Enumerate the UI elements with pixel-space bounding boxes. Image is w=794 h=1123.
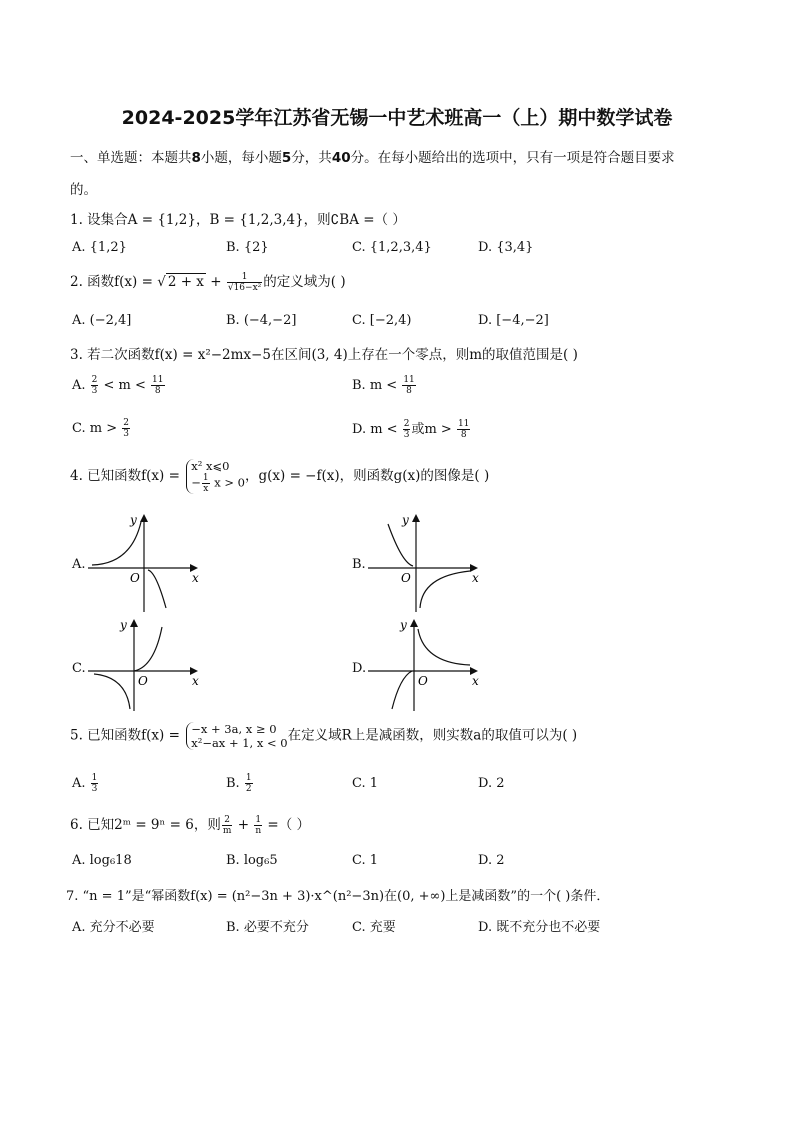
x-axis-label: x <box>192 571 199 585</box>
question-6-stem: 6. 已知2ᵐ = 9ⁿ = 6，则 $\frac{2}{m}$ + $\frac{1}{n}$ =（ ） <box>70 815 311 836</box>
question-4-option-c-label: C. <box>72 661 86 676</box>
question-6-option-b: B. log₆5 <box>226 853 278 868</box>
y-axis-arrow <box>412 514 420 522</box>
question-1-option-c: C. {1,2,3,4} <box>352 240 432 255</box>
question-3-option-a: A. $\frac{2}{3}$ < m < $\frac{11}{8}$ <box>72 375 164 396</box>
question-3-option-c: C. m > $\frac{2}{3}$ <box>72 418 129 439</box>
origin-label: O <box>130 571 140 585</box>
question-4-graph-d <box>366 613 486 713</box>
question-7-option-b: B. 必要不充分 <box>226 920 309 935</box>
question-2-option-d: D. [−4,−2] <box>478 313 549 328</box>
origin-label: O <box>138 674 148 688</box>
question-4-option-b-label: B. <box>352 557 366 572</box>
y-axis-arrow <box>410 619 418 627</box>
curve-left <box>94 674 130 709</box>
origin-label: O <box>401 571 411 585</box>
question-2-stem: 2. 函数f(x) = √ 2 + x + $\frac{1}{\text{√16−x²}}$ 的定义域为( ) <box>70 272 346 293</box>
y-axis-arrow <box>130 619 138 627</box>
y-axis-label: y <box>120 618 127 632</box>
question-6-option-a: A. log₆18 <box>72 853 132 868</box>
question-3-stem: 3. 若二次函数f(x) = x²−2mx−5在区间(3, 4)上存在一个零点，则m的取值范围是( ) <box>70 347 578 363</box>
curve-right <box>418 629 470 665</box>
question-6-option-c: C. 1 <box>352 853 379 868</box>
question-3-option-d: D. m < $\frac{2}{3}$ 或m > $\frac{11}{8}$ <box>352 419 470 440</box>
page-title: 2024-2025学年江苏省无锡一中艺术班高一（上）期中数学试卷 <box>121 107 673 129</box>
question-7-option-c: C. 充要 <box>352 920 396 935</box>
question-7-option-a: A. 充分不必要 <box>72 920 155 935</box>
curve-right <box>420 571 470 608</box>
question-4-option-d-label: D. <box>352 661 367 676</box>
question-4-option-a-label: A. <box>72 557 86 572</box>
question-5-option-c: C. 1 <box>352 776 379 791</box>
question-4-stem: 4. 已知函数f(x) = x² x⩽0 − $\frac{1}{x}$ x > 0 ，g(x) = −f(x)，则函数g(x)的图像是( ) <box>70 459 490 494</box>
origin-label: O <box>418 674 428 688</box>
question-1-option-a: A. {1,2} <box>72 240 127 255</box>
question-5-option-b: B. $\frac{1}{2}$ <box>226 773 252 794</box>
y-axis-label: y <box>402 513 409 527</box>
question-7-option-d: D. 既不充分也不必要 <box>478 920 601 935</box>
y-axis-label: y <box>400 618 407 632</box>
curve-right <box>134 627 162 671</box>
question-4-graph-c <box>86 613 206 713</box>
curve-right <box>148 570 166 608</box>
y-axis-arrow <box>140 514 148 522</box>
x-axis-label: x <box>192 674 199 688</box>
question-2-option-b: B. (−4,−2] <box>226 313 297 328</box>
x-axis-label: x <box>472 674 479 688</box>
curve-left <box>388 524 413 566</box>
question-4-graph-a <box>86 508 206 614</box>
question-5-option-d: D. 2 <box>478 776 505 791</box>
question-2-option-c: C. [−2,4) <box>352 313 412 328</box>
question-4-graph-b <box>366 508 486 614</box>
question-1-option-b: B. {2} <box>226 240 269 255</box>
question-2-option-a: A. (−2,4] <box>72 313 132 328</box>
x-axis-label: x <box>472 571 479 585</box>
question-7-stem: 7. “n = 1”是“幂函数f(x) = (n²−3n + 3)·x^(n²−3n)在(0, +∞)上是减函数”的一个( )条件． <box>66 889 610 904</box>
question-1-option-d: D. {3,4} <box>478 240 534 255</box>
question-1-stem: 1. 设集合A = {1,2}，B = {1,2,3,4}，则∁BA =（ ） <box>70 212 406 228</box>
curve-left <box>392 671 412 709</box>
section-header-line1: 一、单选题：本题共8小题，每小题5分，共40分。在每小题给出的选项中，只有一项是符合题目要求 <box>70 150 675 166</box>
question-6-option-d: D. 2 <box>478 853 505 868</box>
question-5-stem: 5. 已知函数f(x) = −x + 3a, x ≥ 0 x²−ax + 1, x < 0 在定义域R上是减函数，则实数a的取值可以为( ) <box>70 722 578 750</box>
question-5-option-a: A. $\frac{1}{3}$ <box>72 773 98 794</box>
question-3-option-b: B. m < $\frac{11}{8}$ <box>352 375 415 396</box>
curve-left <box>92 522 141 565</box>
y-axis-label: y <box>130 513 137 527</box>
section-header-line2: 的。 <box>70 182 97 198</box>
